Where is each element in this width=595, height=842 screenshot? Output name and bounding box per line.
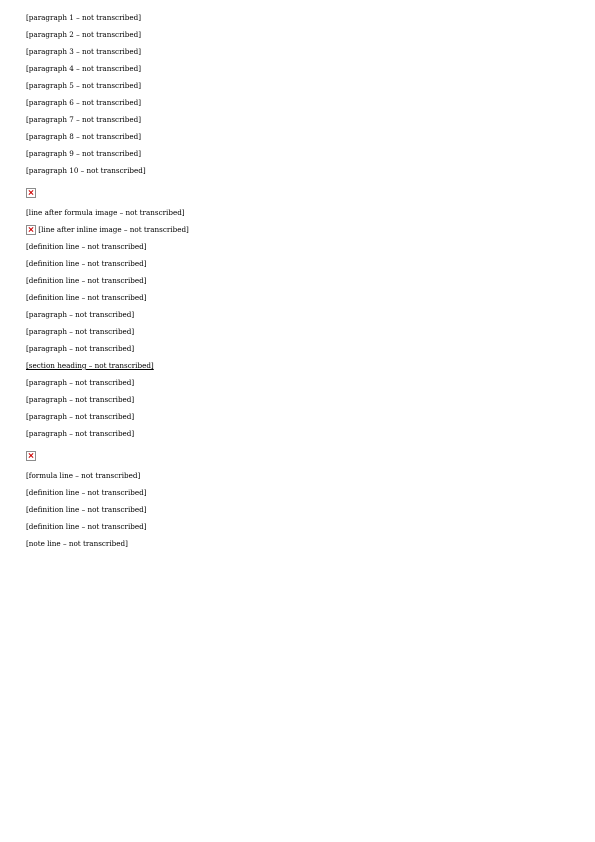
paragraph: [paragraph – not transcribed] xyxy=(26,429,135,438)
paragraph: [paragraph 5 – not transcribed] xyxy=(26,81,142,90)
paragraph: [note line – not transcribed] xyxy=(26,539,128,548)
paragraph xyxy=(26,224,569,235)
section-heading: [section heading – not transcribed] xyxy=(26,361,154,370)
broken-image-icon xyxy=(26,451,36,461)
paragraph: [paragraph – not transcribed] xyxy=(26,395,135,404)
paragraph: [paragraph 4 – not transcribed] xyxy=(26,64,142,73)
paragraph: [paragraph 9 – not transcribed] xyxy=(26,149,142,158)
broken-image-icon xyxy=(26,188,36,198)
paragraph: [paragraph 10 – not transcribed] xyxy=(26,166,146,175)
paragraph: [paragraph – not transcribed] xyxy=(26,344,135,353)
paragraph: [definition line – not transcribed] xyxy=(26,522,147,531)
paragraph: [definition line – not transcribed] xyxy=(26,276,147,285)
paragraph: [formula line – not transcribed] xyxy=(26,471,141,480)
paragraph-text: [line after inline image – not transcribed] xyxy=(38,225,189,234)
paragraph: [definition line – not transcribed] xyxy=(26,505,147,514)
paragraph: [paragraph 2 – not transcribed] xyxy=(26,30,142,39)
paragraph: [paragraph 7 – not transcribed] xyxy=(26,115,142,124)
paragraph: [definition line – not transcribed] xyxy=(26,242,147,251)
paragraph: [definition line – not transcribed] xyxy=(26,259,147,268)
paragraph: [paragraph 3 – not transcribed] xyxy=(26,47,142,56)
paragraph: [paragraph 8 – not transcribed] xyxy=(26,132,142,141)
broken-image-icon xyxy=(26,225,36,235)
paragraph: [paragraph – not transcribed] xyxy=(26,327,135,336)
paragraph: [line after formula image – not transcribed] xyxy=(26,208,185,217)
paragraph: [paragraph – not transcribed] xyxy=(26,378,135,387)
paragraph: [paragraph – not transcribed] xyxy=(26,412,135,421)
paragraph: [paragraph 1 – not transcribed] xyxy=(26,13,142,22)
paragraph: [paragraph – not transcribed] xyxy=(26,310,135,319)
paragraph: [definition line – not transcribed] xyxy=(26,488,147,497)
paragraph: [paragraph 6 – not transcribed] xyxy=(26,98,142,107)
paragraph: [definition line – not transcribed] xyxy=(26,293,147,302)
